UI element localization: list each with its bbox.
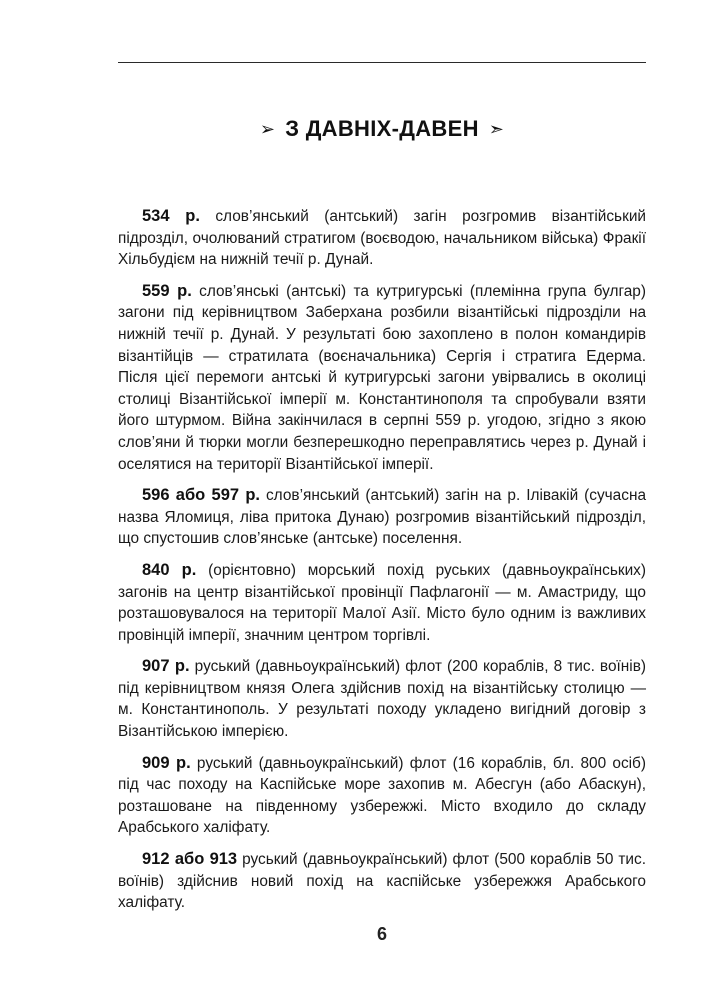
entry-date: 912 або 913	[142, 850, 238, 869]
entry-date: 534 р.	[142, 207, 200, 225]
top-rule	[118, 62, 646, 63]
chronology-entry	[118, 206, 646, 271]
arrow-left-icon: ➣	[488, 119, 505, 139]
chronology-entry	[118, 281, 646, 475]
chronology-entry	[118, 560, 646, 646]
chronology-entry	[118, 656, 646, 742]
arrow-right-icon: ➢	[259, 119, 276, 139]
entry-text: (орієнтовно) морський похід руських (давньоукраїнських) загонів на центр візантійської провінції Пафлагонії — м. Амастриду, що розташовувалося на території Малої Азії. Місто було одним із важливих провінцій імперії, значним центром торгівлі.	[118, 561, 646, 644]
entry-date: 907 р.	[142, 657, 190, 676]
chronology-list	[118, 206, 646, 924]
chronology-entry	[118, 753, 646, 839]
entry-date: 596 або 597 р.	[142, 486, 261, 505]
entry-text: руський (давньоукраїнський) флот (200 кораблів, 8 тис. воїнів) під керівництвом князя Олега здійснив похід на візантійську столицю — м. Константинополь. У результаті походу укладено вигідний договір з Візантійською імперією.	[118, 658, 646, 741]
chronology-entry	[118, 849, 646, 914]
entry-text: руський (давньоукраїнський) флот (16 кораблів, бл. 800 осіб) під час походу на Каспійське море захопив м. Абесгун (або Абаскун), розташоване на південному узбережжі. Місто входило до складу Арабського халіфату.	[118, 754, 646, 837]
entry-date: 559 р.	[142, 281, 192, 300]
section-title: З ДАВНІХ-ДАВЕН	[285, 116, 479, 141]
entry-text: слов’янський (антський) загін на р. Ілівакій (сучасна назва Яломиця, ліва притока Дунаю) розгромив візантійський підрозділ, що спустошив слов’янське (антське) поселення.	[118, 487, 646, 548]
page-number: 6	[376, 924, 387, 944]
entry-text: руський (давньоукраїнський) флот (500 кораблів 50 тис. воїнів) здійснив новий похід на каспійське узбережжя Арабського халіфату.	[118, 851, 646, 912]
chronology-entry	[118, 485, 646, 550]
entry-text: слов’янський (антський) загін розгромив візантійський підрозділ, очолюваний стратигом (воєводою, начальником війська) Фракії Хільбудієм на нижній течії р. Дунай.	[118, 208, 647, 269]
section-heading	[118, 116, 646, 142]
entry-date: 840 р.	[142, 560, 197, 579]
entry-text: слов’янські (антські) та кутригурські (племінна група булгар) загони під керівництвом Заберхана розбили візантійські підрозділи на нижній течії р. Дунай. У результаті бою захоплено в полон командирів візантійців — стратилата (воєначальника) Сергія і стратига Едерма. Після цієї перемоги антські й кутригурські загони увірвались в околиці столиці Візантійської імперії м. Константинополя та спробували взяти його штурмом. Війна закінчилася в серпні 559 р. угодою, згідно з якою слов’яни й тюрки могли безперешкодно переправлятись через р. Дунай і оселятися на території Візантійської імперії.	[118, 282, 646, 473]
entry-date: 909 р.	[142, 753, 191, 772]
